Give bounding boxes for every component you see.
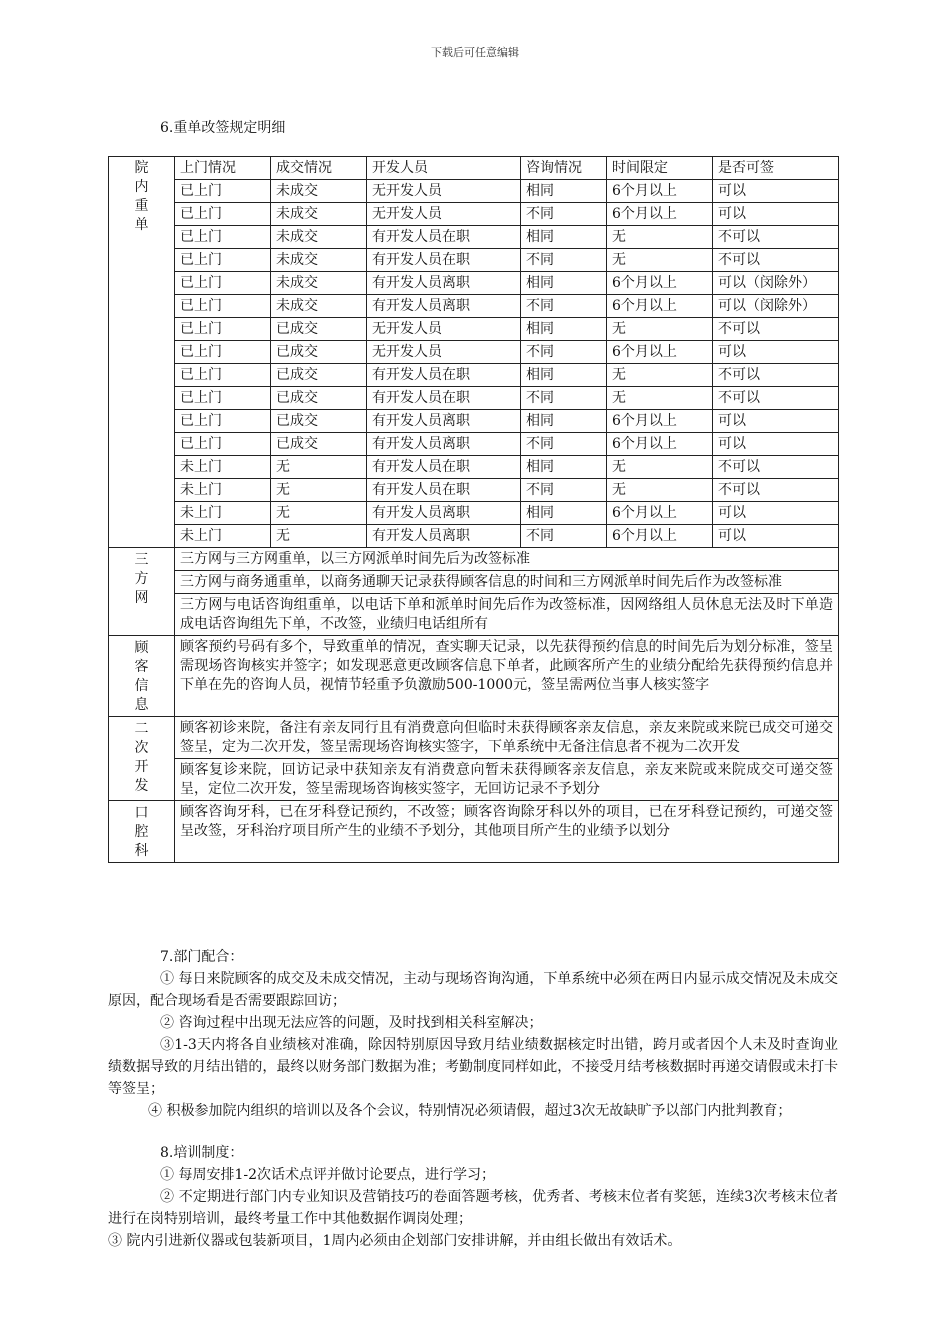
table-cell: 不可以 (713, 226, 839, 249)
table-cell: 已上门 (175, 272, 271, 295)
page-header: 下载后可任意编辑 (431, 46, 519, 59)
table-cell: 不同 (521, 479, 607, 502)
resign-rules-table (108, 156, 839, 863)
table-cell: 可以 (713, 410, 839, 433)
table-cell: 相同 (521, 410, 607, 433)
table-row (109, 456, 839, 479)
table-cell: 有开发人员在职 (367, 249, 521, 272)
table-cell: 相同 (521, 456, 607, 479)
table-cell: 6个月以上 (607, 341, 713, 364)
table-cell: 未成交 (271, 249, 367, 272)
table-cell: 可以（闵除外） (713, 295, 839, 318)
column-header: 咨询情况 (521, 157, 607, 180)
rule-text-cell: 顾客预约号码有多个，导致重单的情况，查实聊天记录，以先获得预约信息的时间先后为划分标准，签呈需现场咨询核实并签字；如发现恶意更改顾客信息下单者，此顾客所产生的业绩分配给先获得预约信息并下单在先的咨询人员，视情节轻重予负激励500-1000元，签呈需两位当事人核实签字 (175, 636, 839, 717)
table-cell: 无 (607, 456, 713, 479)
table-cell: 6个月以上 (607, 203, 713, 226)
table-cell: 可以 (713, 502, 839, 525)
table-cell: 已上门 (175, 203, 271, 226)
category-label (109, 717, 175, 801)
section-7 (108, 946, 838, 1122)
table-cell: 6个月以上 (607, 433, 713, 456)
table-cell: 有开发人员离职 (367, 295, 521, 318)
table-cell: 已上门 (175, 226, 271, 249)
table-row (109, 295, 839, 318)
table-cell: 有开发人员离职 (367, 272, 521, 295)
table-cell: 可以 (713, 341, 839, 364)
table-row (109, 364, 839, 387)
table-cell: 已上门 (175, 433, 271, 456)
rule-text-cell: 顾客初诊来院，备注有亲友同行且有消费意向但临时未获得顾客亲友信息，亲友来院或来院已成交可递交签呈，定为二次开发，签呈需现场咨询核实签字，下单系统中无备注信息者不视为二次开发 (175, 717, 839, 759)
table-cell: 已成交 (271, 341, 367, 364)
table-cell: 无开发人员 (367, 180, 521, 203)
table-row (109, 318, 839, 341)
table-cell: 有开发人员离职 (367, 502, 521, 525)
category-label-text: 顾客信息 (134, 640, 149, 713)
section-8-item: ② 不定期进行部门内专业知识及营销技巧的卷面答题考核，优秀者、考核末位者有奖惩，连续3次考核末位者进行在岗特别培训，最终考量工作中其他数据作调岗处理； (108, 1189, 838, 1227)
table-row (109, 636, 839, 717)
table-cell: 6个月以上 (607, 525, 713, 548)
table-cell: 不同 (521, 387, 607, 410)
table-cell: 无开发人员 (367, 203, 521, 226)
table-row (109, 203, 839, 226)
table-cell: 可以 (713, 433, 839, 456)
table-cell: 未上门 (175, 479, 271, 502)
table-cell: 已成交 (271, 318, 367, 341)
table-cell: 不同 (521, 341, 607, 364)
table-row (109, 180, 839, 203)
table-cell: 已上门 (175, 341, 271, 364)
rule-text-cell: 三方网与电话咨询组重单，以电话下单和派单时间先后作为改签标准，因网络组人员休息无法及时下单造成电话咨询组先下单，不改签，业绩归电话组所有 (175, 594, 839, 636)
table-cell: 已成交 (271, 433, 367, 456)
column-header: 时间限定 (607, 157, 713, 180)
category-label (109, 157, 175, 548)
table-cell: 相同 (521, 318, 607, 341)
table-row (109, 571, 839, 594)
table-row (109, 249, 839, 272)
table-cell: 6个月以上 (607, 410, 713, 433)
table-cell: 无 (607, 387, 713, 410)
table-cell: 不可以 (713, 318, 839, 341)
table-cell: 无开发人员 (367, 341, 521, 364)
table-row (109, 502, 839, 525)
table-cell: 不同 (521, 433, 607, 456)
column-header: 是否可签 (713, 157, 839, 180)
table-row (109, 548, 839, 571)
table-cell: 有开发人员离职 (367, 433, 521, 456)
table-cell: 可以 (713, 525, 839, 548)
table-cell: 未上门 (175, 502, 271, 525)
table-cell: 有开发人员在职 (367, 364, 521, 387)
category-label-text: 院内重单 (134, 160, 149, 233)
table-cell: 无 (607, 364, 713, 387)
section-7-item: ③1-3天内将各自业绩核对准确，除因特别原因导致月结业绩数据核定时出错，跨月或者因个人未及时查询业绩数据导致的月结出错的，最终以财务部门数据为准；考勤制度同样如此，不接受月结考核数据时再递交请假或未打卡等签呈； (108, 1037, 838, 1097)
table-cell: 可以 (713, 180, 839, 203)
table-cell: 相同 (521, 272, 607, 295)
table-cell: 有开发人员离职 (367, 525, 521, 548)
table-cell: 相同 (521, 180, 607, 203)
table-cell: 不同 (521, 295, 607, 318)
table-cell: 已上门 (175, 249, 271, 272)
table-cell: 已成交 (271, 364, 367, 387)
category-label (109, 636, 175, 717)
table-cell: 已上门 (175, 410, 271, 433)
table-cell: 有开发人员离职 (367, 410, 521, 433)
section-7-title: 7.部门配合： (160, 949, 244, 965)
table-cell: 不可以 (713, 456, 839, 479)
table-cell: 无 (607, 479, 713, 502)
table-cell: 已上门 (175, 387, 271, 410)
category-label-text: 三方网 (134, 552, 149, 606)
table-cell: 有开发人员在职 (367, 387, 521, 410)
table-cell: 6个月以上 (607, 295, 713, 318)
table-cell: 无 (271, 479, 367, 502)
category-label-text: 二次开发 (134, 721, 149, 794)
table-cell: 相同 (521, 364, 607, 387)
column-header: 成交情况 (271, 157, 367, 180)
table-cell: 不同 (521, 525, 607, 548)
table-cell: 有开发人员在职 (367, 479, 521, 502)
category-label (109, 548, 175, 636)
table-row (109, 410, 839, 433)
table-row (109, 759, 839, 801)
column-header: 开发人员 (367, 157, 521, 180)
table-cell: 有开发人员在职 (367, 226, 521, 249)
section-6-title: 6.重单改签规定明细 (160, 120, 286, 136)
table-cell: 已上门 (175, 295, 271, 318)
table-row (109, 272, 839, 295)
table-cell: 未成交 (271, 180, 367, 203)
table-cell: 未上门 (175, 456, 271, 479)
table-row (109, 594, 839, 636)
section-8-item: ③ 院内引进新仪器或包装新项目，1周内必须由企划部门安排讲解，并由组长做出有效话术。 (108, 1233, 682, 1249)
table-row (109, 801, 839, 863)
table-cell: 不同 (521, 203, 607, 226)
section-7-item: ④ 积极参加院内组织的培训以及各个会议，特别情况必须请假，超过3次无故缺旷予以部门内批判教育； (148, 1103, 792, 1119)
table-row (109, 341, 839, 364)
section-8-item: ① 每周安排1-2次话术点评并做讨论要点，进行学习； (160, 1167, 495, 1183)
table-cell: 无 (607, 318, 713, 341)
table-row (109, 387, 839, 410)
table-cell: 可以 (713, 203, 839, 226)
table-cell: 已上门 (175, 318, 271, 341)
table-cell: 6个月以上 (607, 272, 713, 295)
table-cell: 未成交 (271, 226, 367, 249)
table-row (109, 433, 839, 456)
rule-text-cell: 三方网与商务通重单，以商务通聊天记录获得顾客信息的时间和三方网派单时间先后作为改签标准 (175, 571, 839, 594)
table-cell: 无开发人员 (367, 318, 521, 341)
table-cell: 未成交 (271, 203, 367, 226)
rule-text-cell: 三方网与三方网重单，以三方网派单时间先后为改签标准 (175, 548, 839, 571)
table-row (109, 479, 839, 502)
section-8-title: 8.培训制度： (160, 1145, 244, 1161)
table-cell: 未成交 (271, 272, 367, 295)
table-row (109, 525, 839, 548)
table-cell: 无 (607, 226, 713, 249)
table-cell: 无 (607, 249, 713, 272)
section-8 (108, 1142, 838, 1252)
table-cell: 相同 (521, 502, 607, 525)
table-cell: 不可以 (713, 364, 839, 387)
section-7-item: ① 每日来院顾客的成交及未成交情况，主动与现场咨询沟通，下单系统中必须在两日内显示成交情况及未成交原因，配合现场看是否需要跟踪回访； (108, 971, 838, 1009)
table-cell: 不同 (521, 249, 607, 272)
table-cell: 无 (271, 525, 367, 548)
rule-text-cell: 顾客咨询牙科，已在牙科登记预约，不改签；顾客咨询除牙科以外的项目，已在牙科登记预约，可递交签呈改签，牙科治疗项目所产生的业绩不予划分，其他项目所产生的业绩予以划分 (175, 801, 839, 863)
category-label (109, 801, 175, 863)
table-cell: 未上门 (175, 525, 271, 548)
table-header-row (109, 157, 839, 180)
table-cell: 6个月以上 (607, 180, 713, 203)
table-cell: 不可以 (713, 249, 839, 272)
table-cell: 不可以 (713, 387, 839, 410)
table-cell: 不可以 (713, 479, 839, 502)
table-cell: 可以（闵除外） (713, 272, 839, 295)
table-row (109, 226, 839, 249)
table-cell: 无 (271, 456, 367, 479)
table-cell: 已成交 (271, 387, 367, 410)
table-cell: 已成交 (271, 410, 367, 433)
table-cell: 无 (271, 502, 367, 525)
section-7-item: ② 咨询过程中出现无法应答的问题，及时找到相关科室解决； (160, 1015, 543, 1031)
table-cell: 有开发人员在职 (367, 456, 521, 479)
column-header: 上门情况 (175, 157, 271, 180)
table-cell: 已上门 (175, 180, 271, 203)
table-cell: 已上门 (175, 364, 271, 387)
rule-text-cell: 顾客复诊来院，回访记录中获知亲友有消费意向暂未获得顾客亲友信息，亲友来院或来院成交可递交签呈，定位二次开发，签呈需现场咨询核实签字，无回访记录不予划分 (175, 759, 839, 801)
category-label-text: 口腔科 (134, 805, 149, 859)
table-cell: 相同 (521, 226, 607, 249)
table-row (109, 717, 839, 759)
table-cell: 未成交 (271, 295, 367, 318)
table-cell: 6个月以上 (607, 502, 713, 525)
